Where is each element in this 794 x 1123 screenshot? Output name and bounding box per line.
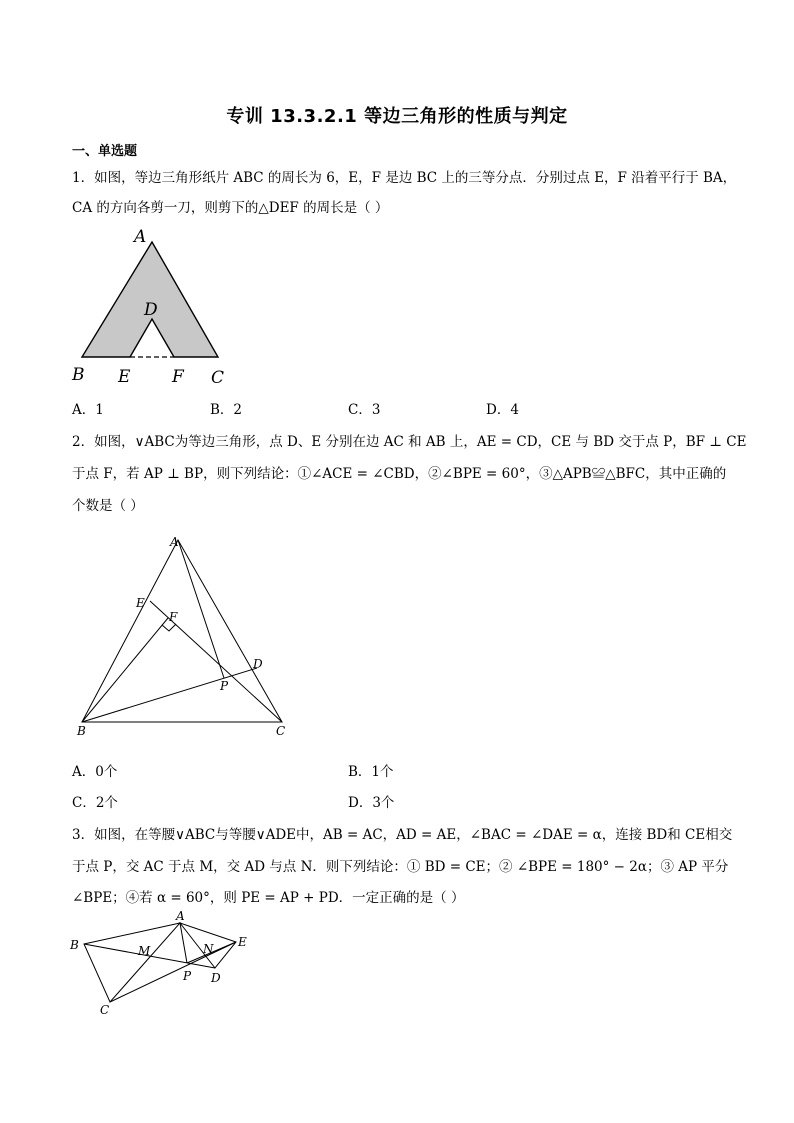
q3-text-line1: 3．如图，在等腰∨ABC与等腰∨ADE中，AB = AC，AD = AE，∠BAC = ∠DAE = α，连接 BD和 CE相交 — [72, 827, 733, 843]
q1-label-d: D — [144, 300, 158, 320]
q2-text-line3: 个数是（ ） — [72, 498, 144, 514]
q3-label-d: D — [211, 971, 221, 985]
q3-label-c: C — [100, 1003, 110, 1017]
q2-label-a: A — [170, 535, 179, 549]
q3-text-line2: 于点 P，交 AC 于点 M，交 AD 与点 N．则下列结论：① BD = CE；② ∠BPE = 180° − 2α；③ AP 平分 — [72, 859, 729, 875]
q2-label-e: E — [136, 596, 145, 610]
q1-option-d: D．4 — [486, 402, 519, 418]
q3-label-b: B — [70, 938, 79, 952]
q1-figure — [66, 225, 236, 390]
q1-option-a: A．1 — [72, 402, 104, 418]
q2-option-b: B．1个 — [348, 764, 394, 780]
q2-label-d: D — [253, 657, 263, 671]
q1-text-line2: CA 的方向各剪一刀，则剪下的△DEF 的周长是（ ） — [72, 200, 389, 216]
q1-option-b: B．2 — [210, 402, 243, 418]
q3-label-e: E — [238, 935, 247, 949]
q2-option-c: C．2个 — [72, 795, 118, 811]
q3-text-line3: ∠BPE；④若 α = 60°，则 PE = AP + PD．一定正确的是（ ） — [72, 890, 465, 906]
q3-label-n: N — [203, 942, 214, 956]
q2-text-line1: 2．如图，∨ABC为等边三角形，点 D、E 分别在边 AC 和 AB 上，AE = CD，CE 与 BD 交于点 P，BF ⊥ CE — [72, 434, 747, 450]
q2-label-c: C — [276, 724, 286, 738]
q2-segment-bf — [82, 618, 168, 722]
q1-option-c: C．3 — [348, 402, 381, 418]
q2-figure — [70, 530, 300, 740]
section-heading: 一、单选题 — [72, 144, 138, 159]
q2-option-d: D．3个 — [348, 795, 395, 811]
q2-option-a: A．0个 — [72, 764, 118, 780]
q2-segment-bd — [82, 668, 257, 722]
q2-text-line2: 于点 F，若 AP ⊥ BP，则下列结论：①∠ACE = ∠CBD，②∠BPE = 60°，③△APB≌△BFC，其中正确的 — [72, 466, 727, 482]
q3-label-a: A — [176, 909, 185, 923]
q2-label-f: F — [169, 610, 178, 624]
q2-right-angle-mark — [162, 624, 176, 631]
q3-label-p: P — [183, 969, 192, 983]
q1-label-f: F — [172, 367, 184, 387]
q2-label-b: B — [77, 724, 86, 738]
q1-label-e: E — [118, 367, 131, 387]
q2-label-p: P — [220, 679, 229, 693]
page-title: 专训 13.3.2.1 等边三角形的性质与判定 — [226, 106, 568, 127]
q3-triangle-abc — [84, 923, 180, 1002]
q1-label-c: C — [211, 368, 225, 388]
q1-label-b: B — [72, 365, 85, 385]
q1-label-a: A — [134, 227, 147, 247]
q3-label-m: M — [138, 944, 151, 958]
q3-figure — [66, 908, 266, 1018]
q3-segment-ap — [180, 923, 187, 963]
q1-text-line1: 1．如图，等边三角形纸片 ABC 的周长为 6，E，F 是边 BC 上的三等分点．分别过点 E，F 沿着平行于 BA， — [72, 170, 737, 186]
